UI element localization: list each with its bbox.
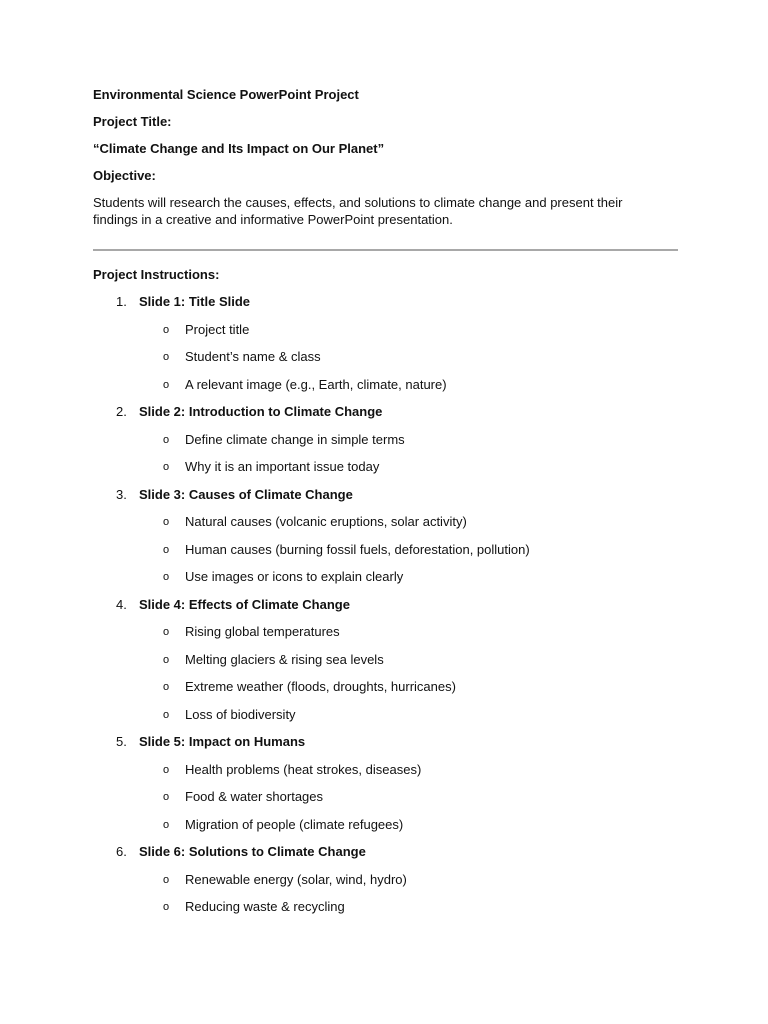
bullet-icon: o: [163, 323, 170, 336]
bullet-text: Melting glaciers & rising sea levels: [185, 651, 384, 667]
bullet-text: Why it is an important issue today: [185, 459, 380, 474]
slide-item: [93, 293, 678, 393]
objective-line-1: Students will research the causes, effects, and solutions to climate change and present their: [93, 195, 623, 210]
bullet-icon: o: [163, 626, 170, 638]
slide-heading: [93, 293, 678, 310]
list-item: [93, 651, 678, 668]
list-item: [93, 816, 678, 833]
bullet-icon: o: [163, 763, 170, 776]
objective-line-2: findings in a creative and informative PowerPoint presentation.: [93, 212, 453, 227]
bullet-list: [93, 623, 678, 723]
slide-item: [93, 843, 678, 915]
slide-title: Slide 4: Effects of Climate Change: [139, 596, 350, 612]
bullet-icon: o: [163, 543, 170, 556]
list-item: [93, 348, 678, 365]
list-item: [93, 761, 678, 778]
bullet-icon: o: [163, 516, 170, 528]
bullet-icon: o: [163, 571, 170, 583]
list-item: [93, 623, 678, 640]
bullet-icon: o: [163, 351, 170, 363]
slide-item: [93, 486, 678, 586]
bullet-icon: o: [163, 681, 170, 693]
list-item: [93, 788, 678, 805]
bullet-text: Health problems (heat strokes, diseases): [185, 761, 422, 777]
slide-heading: [93, 486, 678, 503]
slide-number: 5.: [116, 734, 127, 749]
slide-item: [93, 733, 678, 833]
slide-title: Slide 5: Impact on Humans: [139, 734, 306, 749]
slide-item: [93, 403, 678, 475]
slide-heading: [93, 843, 678, 860]
bullet-text: A relevant image (e.g., Earth, climate, nature): [185, 376, 447, 392]
slide-title: Slide 6: Solutions to Climate Change: [139, 844, 366, 859]
bullet-icon: o: [163, 873, 170, 886]
slide-number: 1.: [116, 294, 127, 309]
list-item: [93, 458, 678, 475]
bullet-icon: o: [163, 791, 170, 803]
document-body: [93, 86, 678, 926]
bullet-text: Migration of people (climate refugees): [185, 816, 404, 832]
bullet-text: Human causes (burning fossil fuels, deforestation, pollution): [185, 541, 530, 557]
bullet-text: Natural causes (volcanic eruptions, solar activity): [185, 514, 467, 529]
list-item: [93, 541, 678, 558]
bullet-text: Define climate change in simple terms: [185, 431, 405, 447]
objective-label: Objective:: [93, 168, 156, 183]
project-title-label: Project Title:: [93, 114, 172, 129]
slide-heading: [93, 596, 678, 613]
bullet-text: Loss of biodiversity: [185, 706, 296, 722]
instructions-label: Project Instructions:: [93, 267, 220, 282]
project-title: “Climate Change and Its Impact on Our Planet”: [93, 141, 385, 156]
slide-title: Slide 1: Title Slide: [139, 294, 251, 309]
list-item: [93, 431, 678, 448]
slide-heading: [93, 403, 678, 420]
slide-title: Slide 2: Introduction to Climate Change: [139, 404, 383, 419]
slide-heading: [93, 733, 678, 750]
slide-list: [93, 293, 678, 915]
bullet-text: Student’s name & class: [185, 349, 321, 364]
bullet-icon: o: [163, 653, 170, 666]
slide-number: 2.: [116, 404, 127, 419]
slide-item: [93, 596, 678, 723]
bullet-text: Rising global temperatures: [185, 624, 340, 639]
bullet-list: [93, 871, 678, 916]
list-item: [93, 898, 678, 915]
bullet-icon: o: [163, 708, 170, 721]
list-item: [93, 376, 678, 393]
bullet-text: Use images or icons to explain clearly: [185, 569, 404, 584]
list-item: [93, 678, 678, 695]
bullet-icon: o: [163, 461, 170, 473]
bullet-text: Food & water shortages: [185, 789, 324, 804]
list-item: [93, 568, 678, 585]
list-item: [93, 871, 678, 888]
slide-number: 6.: [116, 844, 127, 859]
list-item: [93, 321, 678, 338]
slide-number: 4.: [116, 596, 127, 612]
slide-number: 3.: [116, 486, 127, 502]
list-item: [93, 513, 678, 530]
bullet-list: [93, 431, 678, 476]
bullet-list: [93, 761, 678, 833]
bullet-text: Reducing waste & recycling: [185, 899, 345, 914]
horizontal-divider: [93, 249, 678, 251]
bullet-icon: o: [163, 901, 170, 913]
list-item: [93, 706, 678, 723]
bullet-list: [93, 513, 678, 585]
bullet-icon: o: [163, 433, 170, 446]
bullet-icon: o: [163, 378, 170, 391]
document-heading: Environmental Science PowerPoint Project: [93, 87, 359, 102]
bullet-list: [93, 321, 678, 393]
bullet-icon: o: [163, 818, 170, 831]
bullet-text: Project title: [185, 321, 250, 337]
slide-title: Slide 3: Causes of Climate Change: [139, 486, 353, 502]
bullet-text: Renewable energy (solar, wind, hydro): [185, 871, 407, 887]
bullet-text: Extreme weather (floods, droughts, hurricanes): [185, 679, 456, 694]
